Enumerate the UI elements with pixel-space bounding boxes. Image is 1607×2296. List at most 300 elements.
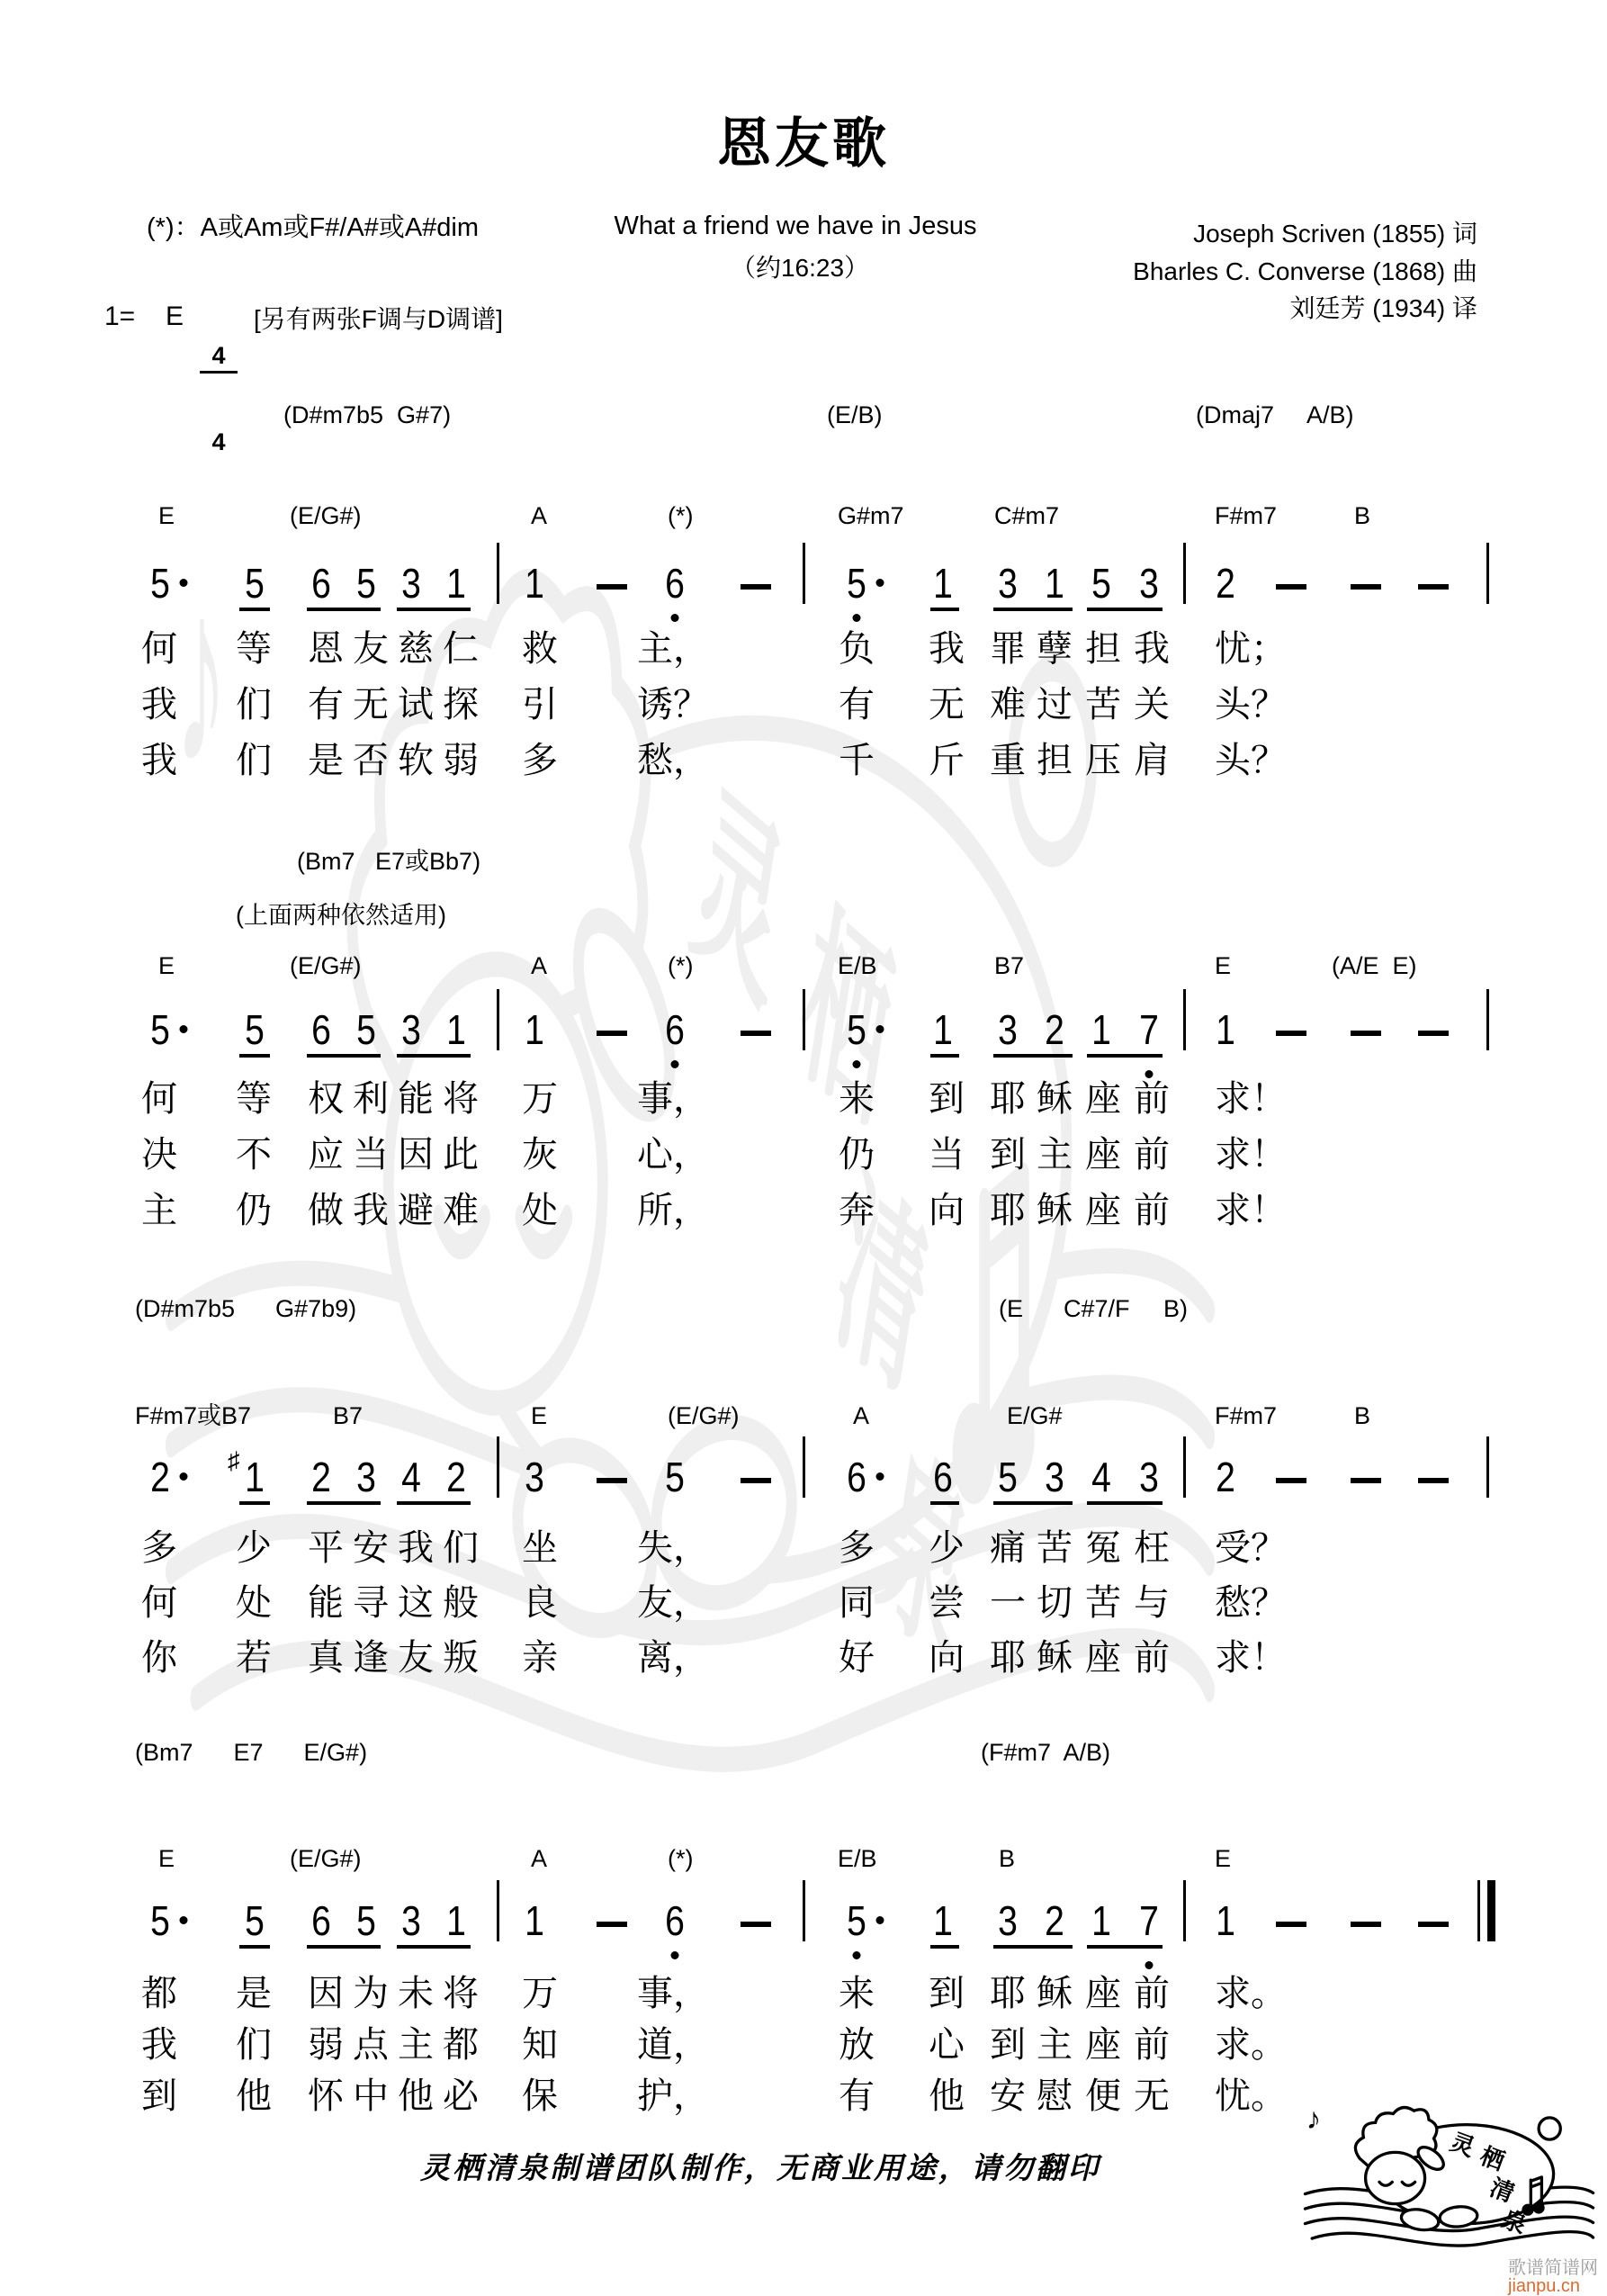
lyric-char: 苦 bbox=[1085, 1583, 1121, 1623]
chord-symbol: B bbox=[1354, 1402, 1371, 1429]
lyric-char: 不 bbox=[236, 1135, 272, 1175]
note-digit: 1 bbox=[933, 560, 953, 607]
lyric-char: 事， bbox=[637, 1974, 709, 2013]
lyric-char: 将 bbox=[443, 1079, 479, 1119]
note-digit: 6 bbox=[311, 1006, 331, 1053]
chord-symbol: (A/E E) bbox=[1332, 952, 1417, 979]
note-digit: 2 bbox=[150, 1454, 170, 1500]
low-octave-dot bbox=[853, 1060, 861, 1068]
note-digit: 3 bbox=[401, 560, 421, 607]
lyric-char: 耶 bbox=[990, 1638, 1026, 1678]
lyric-char: 无 bbox=[353, 685, 389, 725]
note-digit: 5 bbox=[150, 1897, 170, 1944]
barline bbox=[497, 1436, 499, 1498]
lyric-char: 他 bbox=[236, 2076, 272, 2116]
lyric-char: 灰 bbox=[522, 1135, 558, 1175]
note-digit: 1 bbox=[525, 1006, 544, 1053]
lyric-char: 等 bbox=[236, 1079, 272, 1119]
alt-chords-note: (*)：A或Am或F#/A#或A#dim bbox=[147, 213, 480, 242]
beam-underline bbox=[307, 1501, 381, 1505]
lyric-char: 前 bbox=[1134, 1191, 1170, 1230]
lyric-char: 受？ bbox=[1215, 1528, 1287, 1568]
note-digit: 2 bbox=[1216, 1454, 1235, 1500]
chord-symbol: F#m7 bbox=[1215, 1402, 1278, 1429]
chord-symbol: E/B bbox=[838, 1845, 877, 1872]
lyric-char: 是 bbox=[308, 741, 344, 780]
beam-underline bbox=[239, 1501, 270, 1505]
lyric-char: 担 bbox=[1085, 629, 1121, 669]
publisher-logo bbox=[1300, 2099, 1597, 2257]
lyric-char: 担 bbox=[1037, 741, 1073, 780]
lyric-char: 同 bbox=[839, 1583, 875, 1623]
note-dash bbox=[1276, 1922, 1306, 1927]
credit-lyricist: Joseph Scriven (1855) 词 bbox=[1193, 220, 1477, 248]
barline bbox=[497, 1880, 499, 1941]
chord-symbol: F#m7或B7 bbox=[135, 1402, 252, 1429]
note-digit: 3 bbox=[1139, 560, 1159, 607]
song-subtitle: What a friend we have in Jesus bbox=[614, 212, 977, 240]
note-digit: 5 bbox=[998, 1454, 1018, 1500]
low-octave-dot bbox=[671, 1951, 679, 1959]
note-digit: 1 bbox=[525, 1897, 544, 1944]
lyric-char: 避 bbox=[398, 1191, 434, 1230]
beam-underline bbox=[397, 608, 471, 611]
note-digit: 5 bbox=[150, 560, 170, 607]
lyric-char: 怀 bbox=[308, 2076, 344, 2116]
note-dash bbox=[1351, 1031, 1381, 1036]
lyric-char: 必 bbox=[443, 2076, 479, 2116]
chord-symbol: B bbox=[1354, 502, 1371, 529]
note-digit: 3 bbox=[998, 560, 1018, 607]
key-prefix: 1= bbox=[104, 302, 136, 331]
lyric-char: 与 bbox=[1134, 1583, 1170, 1623]
note-digit: 5 bbox=[356, 1006, 376, 1053]
lyric-char: 我 bbox=[929, 629, 965, 669]
lyric-char: 软 bbox=[398, 741, 434, 780]
note-dash bbox=[1418, 1031, 1449, 1036]
lyric-char: 稣 bbox=[1037, 1974, 1073, 2013]
alt-chord-line: (E C#7/F B) bbox=[999, 1295, 1189, 1322]
lyric-char: 前 bbox=[1134, 1135, 1170, 1175]
lyric-char: 无 bbox=[929, 685, 965, 725]
lyric-char: 负 bbox=[839, 629, 875, 669]
lyric-char: 便 bbox=[1085, 2076, 1121, 2116]
barline bbox=[1183, 543, 1186, 604]
chord-symbol: (E/G#) bbox=[290, 502, 362, 529]
alt-chord-line: (D#m7b5 G#7b9) bbox=[135, 1295, 357, 1322]
lyric-char: 向 bbox=[929, 1191, 965, 1230]
low-octave-dot bbox=[1145, 1961, 1154, 1969]
lyric-char: 万 bbox=[522, 1079, 558, 1119]
lyric-char: 肩 bbox=[1134, 741, 1170, 780]
alt-chord-line: (Bm7 E7 E/G#) bbox=[135, 1739, 368, 1766]
lyric-char: 否 bbox=[353, 741, 389, 780]
lyric-char: 坐 bbox=[522, 1528, 558, 1568]
note-digit: 5 bbox=[245, 1006, 265, 1053]
lyric-char: 做 bbox=[308, 1191, 344, 1230]
note-digit: 1 bbox=[446, 1006, 466, 1053]
lyric-char: 恩 bbox=[308, 629, 344, 669]
barline bbox=[1486, 543, 1489, 604]
lyric-char: 座 bbox=[1085, 1135, 1121, 1175]
note-dash bbox=[1276, 1031, 1306, 1036]
lyric-char: 慰 bbox=[1037, 2076, 1073, 2116]
lyric-char: 有 bbox=[308, 685, 344, 725]
lyric-char: 何 bbox=[141, 1079, 177, 1119]
note-dash bbox=[1418, 1922, 1449, 1927]
chord-symbol: (*) bbox=[668, 502, 694, 529]
barline bbox=[803, 1436, 805, 1498]
lyric-char: 切 bbox=[1037, 1583, 1073, 1623]
lyric-char: 少 bbox=[929, 1528, 965, 1568]
beam-underline bbox=[397, 1054, 471, 1058]
note-dash bbox=[1418, 584, 1449, 590]
chord-symbol: A bbox=[853, 1402, 870, 1429]
lyric-char: 都 bbox=[443, 2025, 479, 2065]
note-digit: 4 bbox=[401, 1454, 421, 1500]
lyric-char: 稣 bbox=[1037, 1191, 1073, 1230]
lyric-char: 未 bbox=[398, 1974, 434, 2013]
lyric-char: 失， bbox=[637, 1528, 709, 1568]
lyric-char: 安 bbox=[353, 1528, 389, 1568]
augmentation-dot bbox=[180, 579, 188, 587]
lyric-char: 有 bbox=[839, 685, 875, 725]
lyric-char: 心， bbox=[637, 1135, 709, 1175]
alt-chord-note: (上面两种依然适用) bbox=[236, 902, 446, 929]
credit-composer: Bharles C. Converse (1868) 曲 bbox=[1133, 257, 1477, 285]
time-numerator: 4 bbox=[200, 342, 238, 373]
beam-underline bbox=[239, 1945, 270, 1949]
note-digit: 1 bbox=[1216, 1006, 1235, 1053]
time-denominator: 4 bbox=[211, 428, 226, 456]
lyric-char: 苦 bbox=[1037, 1528, 1073, 1568]
note-digit: 3 bbox=[525, 1454, 544, 1500]
barline bbox=[803, 989, 805, 1050]
lyric-char: 耶 bbox=[990, 1974, 1026, 2013]
barline bbox=[1183, 1880, 1186, 1941]
lyric-char: 忧； bbox=[1215, 629, 1287, 669]
lyric-char: 愁， bbox=[637, 741, 709, 780]
lyric-char: 保 bbox=[522, 2076, 558, 2116]
note-digit: 5 bbox=[356, 1897, 376, 1944]
lyric-char: 来 bbox=[839, 1974, 875, 2013]
barline bbox=[1183, 989, 1186, 1050]
note-digit: 1 bbox=[446, 1897, 466, 1944]
chord-symbol: (*) bbox=[668, 1845, 694, 1872]
chord-symbol: G#m7 bbox=[838, 502, 904, 529]
lyric-char: 无 bbox=[1134, 2076, 1170, 2116]
lyric-char: 都 bbox=[141, 1974, 177, 2013]
note-digit: 7 bbox=[1139, 1006, 1159, 1053]
barline bbox=[1486, 1436, 1489, 1498]
sharp-accidental: ♯ bbox=[228, 1447, 240, 1474]
key-extra-note: [另有两张F调与D调谱] bbox=[254, 305, 503, 333]
lyric-char: 好 bbox=[839, 1638, 875, 1678]
note-digit: 5 bbox=[847, 1897, 866, 1944]
note-digit: 1 bbox=[446, 560, 466, 607]
lyric-char: 冤 bbox=[1085, 1528, 1121, 1568]
barline bbox=[803, 1880, 805, 1941]
note-digit: 2 bbox=[1045, 1897, 1064, 1944]
beam-underline bbox=[1087, 1054, 1163, 1058]
lyric-char: 求。 bbox=[1215, 1974, 1287, 2013]
lyric-char: 平 bbox=[308, 1528, 344, 1568]
augmentation-dot bbox=[876, 1025, 884, 1033]
note-dash bbox=[741, 1031, 771, 1036]
lyric-char: 主 bbox=[1037, 1135, 1073, 1175]
note-digit: 1 bbox=[245, 1454, 265, 1500]
note-dash bbox=[741, 584, 771, 590]
chord-symbol: (*) bbox=[668, 952, 694, 979]
lyric-char: 座 bbox=[1085, 1974, 1121, 2013]
note-digit: 5 bbox=[847, 1006, 866, 1053]
augmentation-dot bbox=[180, 1472, 188, 1481]
beam-underline bbox=[1087, 1501, 1163, 1505]
lyric-char: 前 bbox=[1134, 2025, 1170, 2065]
lyric-char: 所， bbox=[637, 1191, 709, 1230]
note-digit: 6 bbox=[847, 1454, 866, 1500]
lyric-char: 能 bbox=[398, 1079, 434, 1119]
alt-chord-line: (F#m7 A/B) bbox=[981, 1739, 1111, 1766]
barline bbox=[497, 543, 499, 604]
lyric-char: 决 bbox=[141, 1135, 177, 1175]
lyric-char: 安 bbox=[990, 2076, 1026, 2116]
lyric-char: 耶 bbox=[990, 1191, 1026, 1230]
note-digit: 6 bbox=[311, 560, 331, 607]
lyric-char: 们 bbox=[443, 1528, 479, 1568]
song-title: 恩友歌 bbox=[717, 113, 890, 174]
lyric-char: 他 bbox=[398, 2076, 434, 2116]
augmentation-dot bbox=[876, 1916, 884, 1924]
lyric-char: 前 bbox=[1134, 1638, 1170, 1678]
barline bbox=[497, 989, 499, 1050]
lyric-char: 稣 bbox=[1037, 1638, 1073, 1678]
note-dash bbox=[1276, 584, 1306, 590]
lyric-char: 千 bbox=[839, 741, 875, 780]
chord-symbol: E bbox=[531, 1402, 548, 1429]
lyric-char: 头？ bbox=[1215, 741, 1287, 780]
note-digit: 3 bbox=[998, 1006, 1018, 1053]
lyric-char: 般 bbox=[443, 1583, 479, 1623]
lyric-char: 叛 bbox=[443, 1638, 479, 1678]
chord-symbol: B bbox=[999, 1845, 1016, 1872]
note-digit: 6 bbox=[933, 1454, 953, 1500]
lyric-char: 主， bbox=[637, 629, 709, 669]
lyric-char: 头？ bbox=[1215, 685, 1287, 725]
lyric-char: 他 bbox=[929, 2076, 965, 2116]
lyric-char: 这 bbox=[398, 1583, 434, 1623]
chord-symbol: (E/G#) bbox=[290, 1845, 362, 1872]
note-digit: 1 bbox=[1216, 1897, 1235, 1944]
note-digit: 4 bbox=[1091, 1454, 1111, 1500]
lyric-char: 罪 bbox=[990, 629, 1026, 669]
lyric-char: 此 bbox=[443, 1135, 479, 1175]
lyric-char: 座 bbox=[1085, 2025, 1121, 2065]
final-barline-thin bbox=[1477, 1880, 1480, 1941]
lyric-char: 试 bbox=[398, 685, 434, 725]
beam-underline bbox=[397, 1501, 471, 1505]
note-dash bbox=[1351, 1478, 1381, 1483]
lyric-char: 仍 bbox=[236, 1191, 272, 1230]
lyric-char: 探 bbox=[443, 685, 479, 725]
note-digit: 6 bbox=[665, 1897, 685, 1944]
note-digit: 3 bbox=[401, 1897, 421, 1944]
note-digit: 5 bbox=[245, 1897, 265, 1944]
note-digit: 5 bbox=[150, 1006, 170, 1053]
lyric-char: 少 bbox=[236, 1528, 272, 1568]
beam-underline bbox=[307, 608, 381, 611]
lyric-char: 我 bbox=[398, 1528, 434, 1568]
note-digit: 1 bbox=[1091, 1006, 1111, 1053]
beam-underline bbox=[993, 1945, 1073, 1949]
lyric-char: 过 bbox=[1037, 685, 1073, 725]
note-dash bbox=[1351, 584, 1381, 590]
note-digit: 6 bbox=[311, 1897, 331, 1944]
beam-underline bbox=[993, 1501, 1073, 1505]
note-digit: 2 bbox=[1045, 1006, 1064, 1053]
chord-symbol: E bbox=[158, 952, 175, 979]
chord-symbol: E/B bbox=[838, 952, 877, 979]
lyric-char: 难 bbox=[990, 685, 1026, 725]
lyric-char: 为 bbox=[353, 1974, 389, 2013]
lyric-char: 到 bbox=[929, 1974, 965, 2013]
lyric-char: 离， bbox=[637, 1638, 709, 1678]
lyric-char: 能 bbox=[308, 1583, 344, 1623]
beam-underline bbox=[239, 1054, 270, 1058]
beam-underline bbox=[1087, 1945, 1163, 1949]
low-octave-dot bbox=[671, 614, 679, 622]
lyric-char: 难 bbox=[443, 1191, 479, 1230]
lyric-char: 事， bbox=[637, 1079, 709, 1119]
augmentation-dot bbox=[876, 1472, 884, 1481]
final-barline-thick bbox=[1487, 1880, 1495, 1941]
lyric-char: 关 bbox=[1134, 685, 1170, 725]
low-octave-dot bbox=[853, 1951, 861, 1959]
note-digit: 3 bbox=[998, 1897, 1018, 1944]
chord-symbol: (E/G#) bbox=[668, 1402, 740, 1429]
lyric-char: 友 bbox=[353, 629, 389, 669]
chord-symbol: E bbox=[158, 502, 175, 529]
lyric-char: 们 bbox=[236, 685, 272, 725]
lyric-char: 若 bbox=[236, 1638, 272, 1678]
lyric-char: 求！ bbox=[1215, 1135, 1287, 1175]
lyric-char: 处 bbox=[236, 1583, 272, 1623]
note-dash bbox=[597, 1478, 627, 1483]
low-octave-dot bbox=[853, 614, 861, 622]
site-domain: jianpu.cn bbox=[1508, 2276, 1581, 2296]
beam-underline bbox=[307, 1054, 381, 1058]
lyric-char: 前 bbox=[1134, 1079, 1170, 1119]
lyric-char: 仁 bbox=[443, 629, 479, 669]
beam-underline bbox=[239, 608, 270, 611]
note-digit: 3 bbox=[356, 1454, 376, 1500]
note-digit: 3 bbox=[401, 1006, 421, 1053]
lyric-char: 座 bbox=[1085, 1191, 1121, 1230]
lyric-char: 压 bbox=[1085, 741, 1121, 780]
lyric-char: 我 bbox=[141, 741, 177, 780]
note-digit: 5 bbox=[1091, 560, 1111, 607]
lyric-char: 苦 bbox=[1085, 685, 1121, 725]
low-octave-dot bbox=[671, 1060, 679, 1068]
lyric-char: 前 bbox=[1134, 1974, 1170, 2013]
lyric-char: 道， bbox=[637, 2025, 709, 2065]
chord-symbol: E/G# bbox=[1007, 1402, 1063, 1429]
chord-symbol: F#m7 bbox=[1215, 502, 1278, 529]
lyric-char: 将 bbox=[443, 1974, 479, 2013]
lyric-char: 何 bbox=[141, 629, 177, 669]
note-digit: 5 bbox=[245, 560, 265, 607]
lyric-char: 主 bbox=[1037, 2025, 1073, 2065]
beam-underline bbox=[307, 1945, 381, 1949]
lyric-char: 良 bbox=[522, 1583, 558, 1623]
note-digit: 2 bbox=[311, 1454, 331, 1500]
lyric-char: 主 bbox=[398, 2025, 434, 2065]
lyric-char: 求！ bbox=[1215, 1191, 1287, 1230]
lyric-char: 寻 bbox=[353, 1583, 389, 1623]
note-digit: 3 bbox=[1139, 1454, 1159, 1500]
site-name: 歌谱简谱网 bbox=[1508, 2258, 1598, 2278]
note-digit: 2 bbox=[1216, 560, 1235, 607]
lyric-char: 向 bbox=[929, 1638, 965, 1678]
lyric-char: 是 bbox=[236, 1974, 272, 2013]
note-dash bbox=[741, 1478, 771, 1483]
note-digit: 2 bbox=[446, 1454, 466, 1500]
lyric-char: 多 bbox=[141, 1528, 177, 1568]
lyric-char: 处 bbox=[522, 1191, 558, 1230]
augmentation-dot bbox=[180, 1916, 188, 1924]
lyric-char: 到 bbox=[990, 1135, 1026, 1175]
note-dash bbox=[597, 584, 627, 590]
lyric-char: 我 bbox=[353, 1191, 389, 1230]
barline bbox=[803, 543, 805, 604]
lyric-char: 亲 bbox=[522, 1638, 558, 1678]
augmentation-dot bbox=[876, 579, 884, 587]
note-digit: 3 bbox=[1045, 1454, 1064, 1500]
lyric-char: 奔 bbox=[839, 1191, 875, 1230]
note-digit: 1 bbox=[1091, 1897, 1111, 1944]
beam-underline bbox=[993, 1054, 1073, 1058]
lyric-char: 真 bbox=[308, 1638, 344, 1678]
lyric-char: 你 bbox=[141, 1638, 177, 1678]
lyric-char: 中 bbox=[353, 2076, 389, 2116]
scripture-reference: （约16:23） bbox=[730, 254, 870, 282]
chord-symbol: E bbox=[158, 1845, 175, 1872]
note-digit: 1 bbox=[933, 1006, 953, 1053]
note-dash bbox=[597, 1922, 627, 1927]
lyric-char: 友， bbox=[637, 1583, 709, 1623]
lyric-char: 求。 bbox=[1215, 2025, 1287, 2065]
lyric-char: 耶 bbox=[990, 1079, 1026, 1119]
lyric-char: 我 bbox=[141, 2025, 177, 2065]
lyric-char: 求！ bbox=[1215, 1638, 1287, 1678]
lyric-char: 痛 bbox=[990, 1528, 1026, 1568]
note-dash bbox=[597, 1031, 627, 1036]
time-signature bbox=[200, 288, 238, 483]
lyric-char: 尝 bbox=[929, 1583, 965, 1623]
note-digit: 1 bbox=[1045, 560, 1064, 607]
lyric-char: 点 bbox=[353, 2025, 389, 2065]
lyric-char: 慈 bbox=[398, 629, 434, 669]
lyric-char: 万 bbox=[522, 1974, 558, 2013]
chord-symbol: E bbox=[1215, 1845, 1232, 1872]
chord-symbol: A bbox=[531, 1845, 548, 1872]
lyric-char: 友 bbox=[398, 1638, 434, 1678]
note-digit: 1 bbox=[525, 560, 544, 607]
lyric-char: 孽 bbox=[1037, 629, 1073, 669]
lyric-char: 当 bbox=[353, 1135, 389, 1175]
note-digit: 6 bbox=[665, 1006, 685, 1053]
lyric-char: 我 bbox=[1134, 629, 1170, 669]
